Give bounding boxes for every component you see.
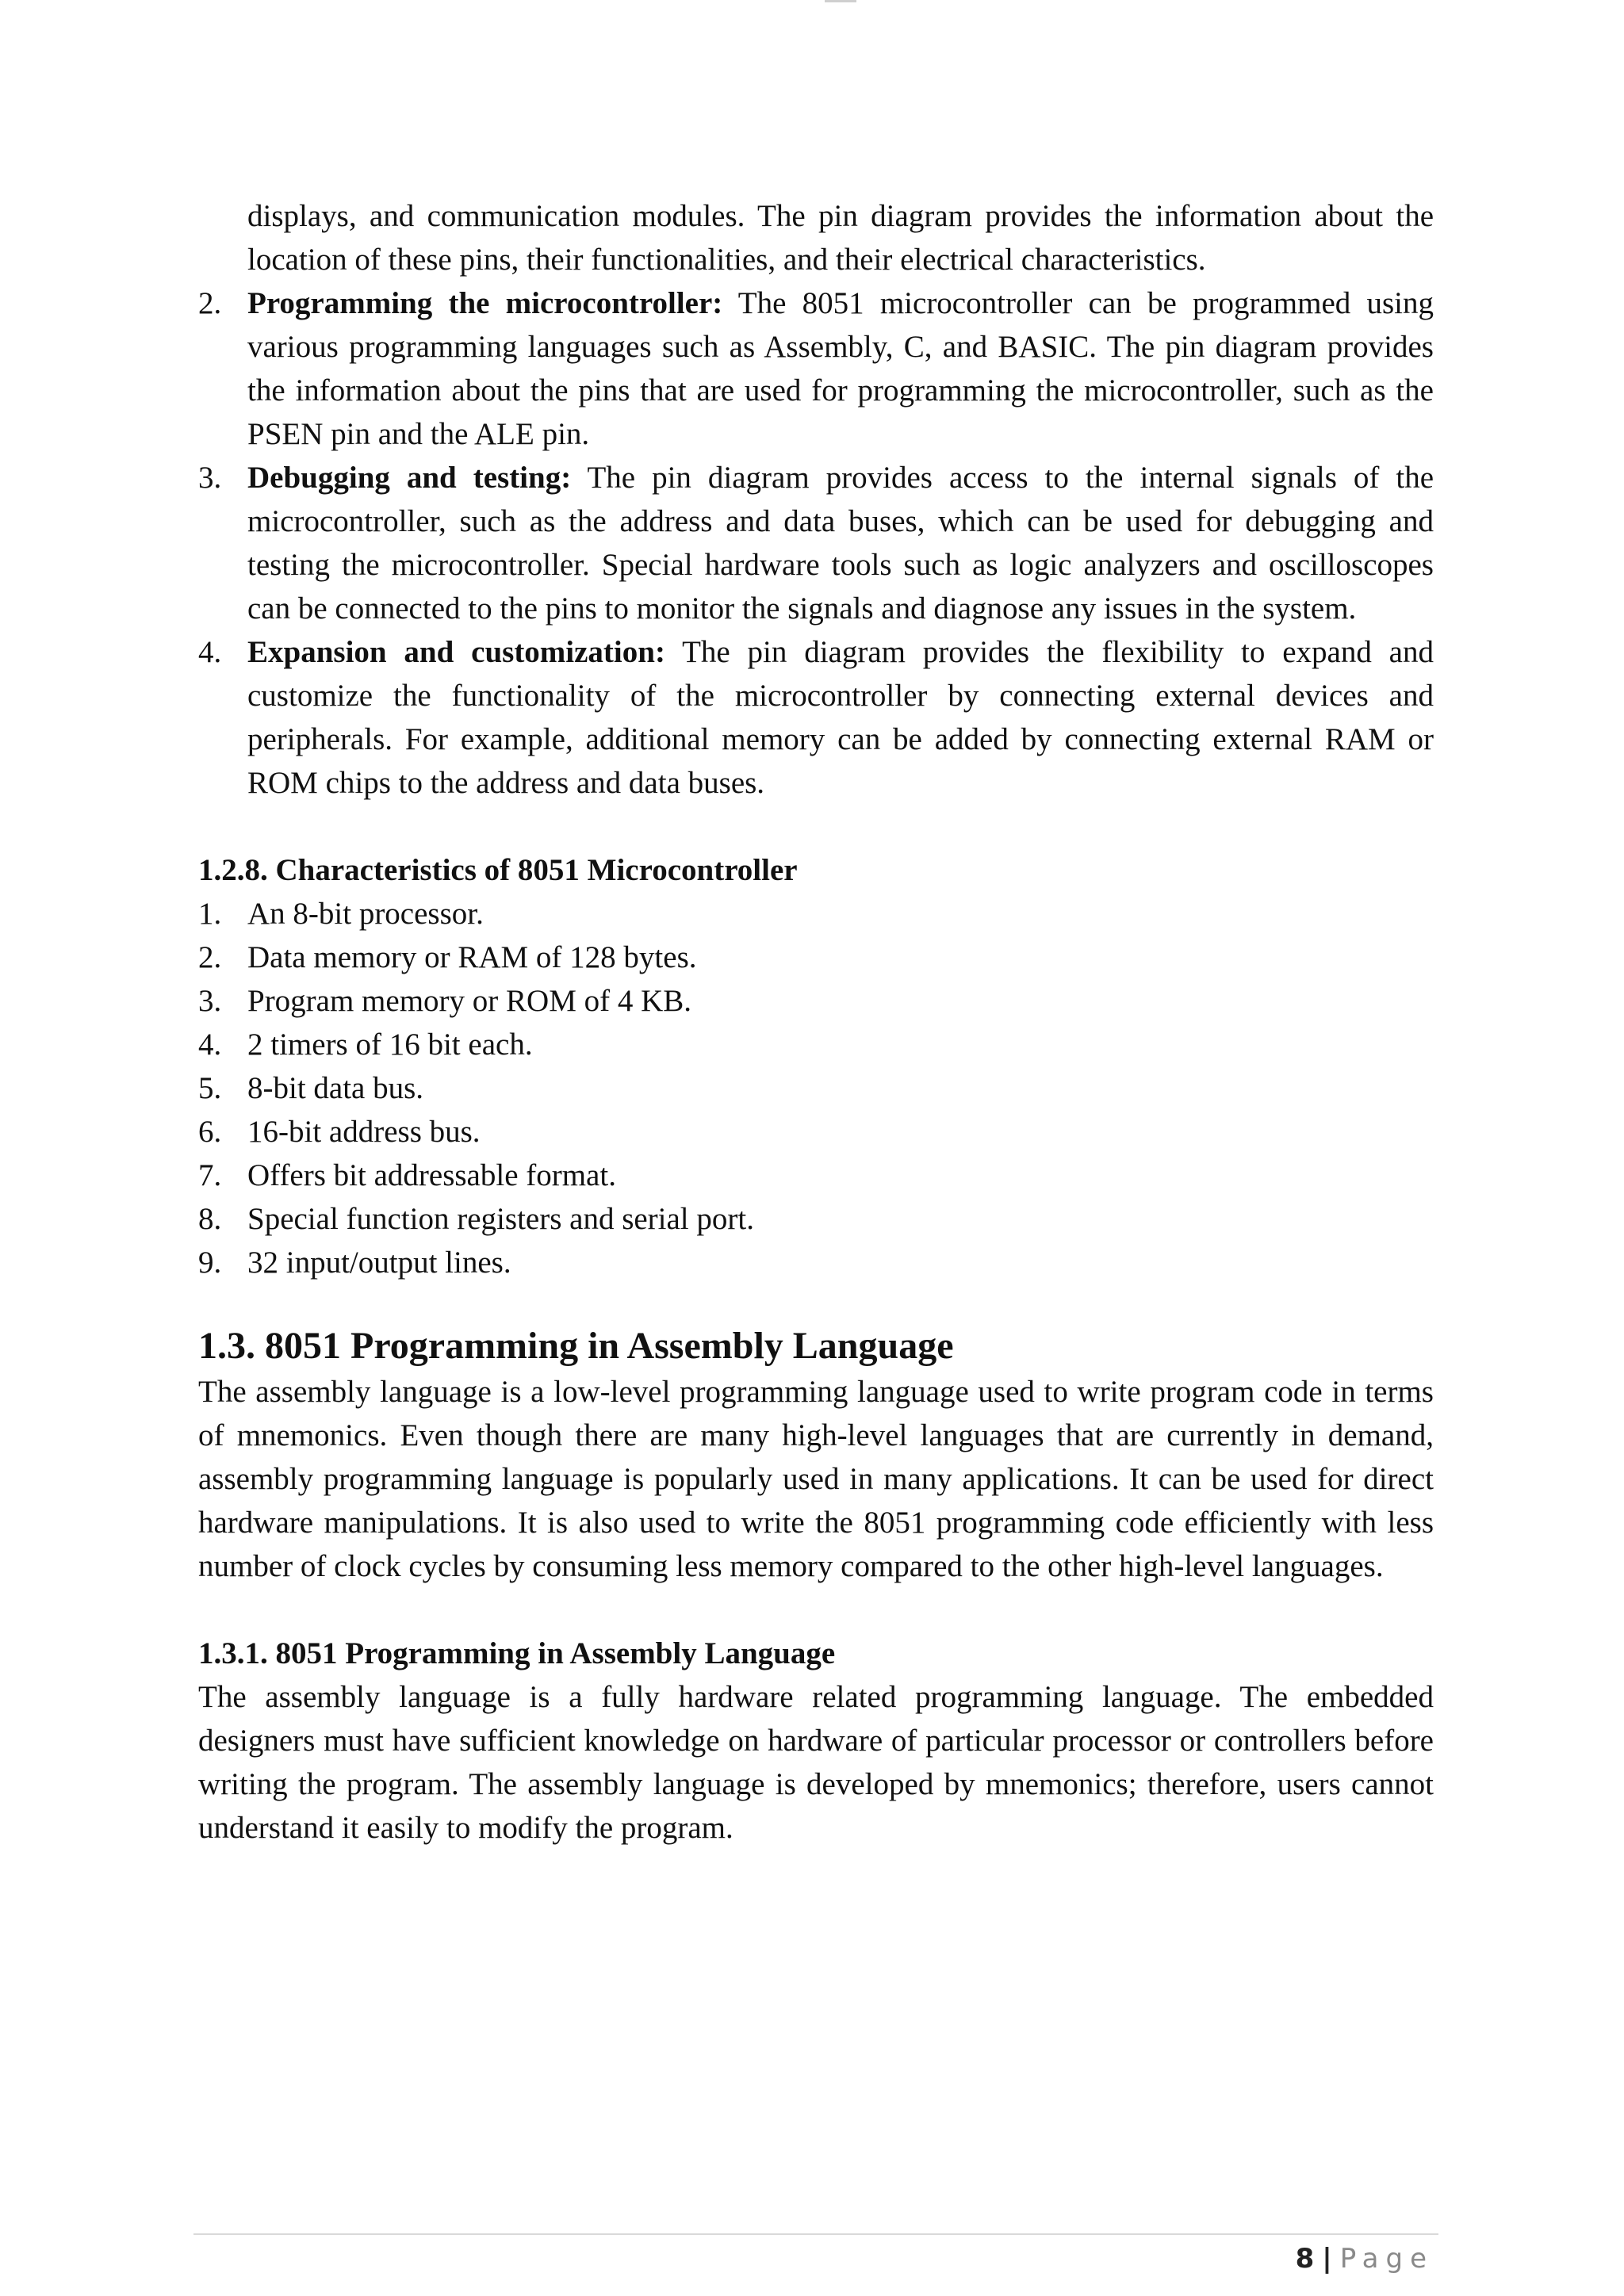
list-item-text: The pin diagram provides access to the internal signals of the microcontroller, such as the address and data buses, which can be used for debugging and testing the microcontroller. Special hardware tools such as logic analyzers and oscilloscopes can be connected to the pins to monitor the signals and diagnose any issues in the system.	[247, 461, 1434, 626]
list-item	[198, 456, 1434, 630]
section-heading-characteristics: 1.2.8. Characteristics of 8051 Microcontroller	[198, 853, 798, 887]
list-item-text: Offers bit addressable format.	[247, 1158, 616, 1192]
page-footer	[1296, 2241, 1434, 2276]
continuation-paragraph: displays, and communication modules. The pin diagram provides the information about the location of these pins, their functionalities, and their electrical characteristics.	[247, 199, 1434, 277]
list-number: 3.	[198, 984, 222, 1018]
list-number: 2.	[198, 286, 222, 320]
list-item-text: 2 timers of 16 bit each.	[247, 1027, 533, 1062]
list-item-text: The pin diagram provides the flexibility to expand and customize the functionality of the microcontroller by connecting external devices and peripherals. For example, additional memory can be added by connecting external RAM or ROM chips to the address and data buses.	[247, 635, 1434, 800]
list-number: 5.	[198, 1071, 222, 1105]
list-number: 4.	[198, 1027, 222, 1062]
section-heading-assembly: 1.3. 8051 Programming in Assembly Language	[198, 1325, 954, 1367]
list-item	[198, 1023, 1434, 1066]
list-item-title: Expansion and customization:	[247, 635, 665, 669]
list-item	[198, 281, 1434, 456]
page-number: 8	[1295, 2243, 1315, 2275]
list-item-title: Debugging and testing:	[247, 461, 572, 495]
list-item-text: An 8-bit processor.	[247, 897, 484, 931]
list-item-text: Data memory or RAM of 128 bytes.	[247, 940, 697, 974]
list-item	[198, 1197, 1434, 1241]
list-item-text: The 8051 microcontroller can be programmed using various programming languages such as Assembly, C, and BASIC. The pin diagram provides the information about the pins that are used for programming the microcontroller, such as the PSEN pin and the ALE pin.	[247, 286, 1434, 451]
paragraph-assembly-intro: The assembly language is a low-level programming language used to write program code in terms of mnemonics. Even though there are many high-level languages that are currently in demand, assembly programming language is popularly used in many applications. It can be used for direct hardware manipulations. It is also used to write the 8051 programming code efficiently with less number of clock cycles by consuming less memory compared to the other high-level languages.	[198, 1375, 1434, 1583]
list-item	[198, 936, 1434, 979]
page-content	[198, 194, 1434, 1850]
list-item-text: 16-bit address bus.	[247, 1115, 481, 1149]
list-item	[198, 630, 1434, 805]
list-number: 3.	[198, 461, 222, 495]
list-item-title: Programming the microcontroller:	[247, 286, 723, 320]
list-number: 7.	[198, 1158, 222, 1192]
characteristics-list	[198, 892, 1434, 1284]
list-item-text: Program memory or ROM of 4 KB.	[247, 984, 692, 1018]
list-number: 1.	[198, 897, 222, 931]
list-number: 8.	[198, 1202, 222, 1236]
header-mark	[825, 0, 856, 2]
list-item	[198, 1066, 1434, 1110]
list-item-text: 8-bit data bus.	[247, 1071, 424, 1105]
list-number: 2.	[198, 940, 222, 974]
page-label: Page	[1339, 2243, 1434, 2275]
list-item	[198, 979, 1434, 1023]
paragraph-assembly-detail: The assembly language is a fully hardware related programming language. The embedded designers must have sufficient knowledge on hardware of particular processor or controllers before writing the program. The assembly language is developed by mnemonics; therefore, users cannot understand it easily to modify the program.	[198, 1680, 1434, 1845]
list-item-text: Special function registers and serial port.	[247, 1202, 754, 1236]
list-number: 6.	[198, 1115, 222, 1149]
footer-separator: |	[1322, 2243, 1332, 2275]
list-number: 9.	[198, 1246, 222, 1280]
list-item-text: 32 input/output lines.	[247, 1246, 511, 1280]
list-item	[198, 1110, 1434, 1154]
subsection-heading-assembly: 1.3.1. 8051 Programming in Assembly Language	[198, 1636, 836, 1670]
list-item	[198, 1241, 1434, 1284]
list-item	[198, 892, 1434, 936]
list-item	[198, 1154, 1434, 1197]
footer-divider	[193, 2233, 1438, 2235]
list-number: 4.	[198, 635, 222, 669]
